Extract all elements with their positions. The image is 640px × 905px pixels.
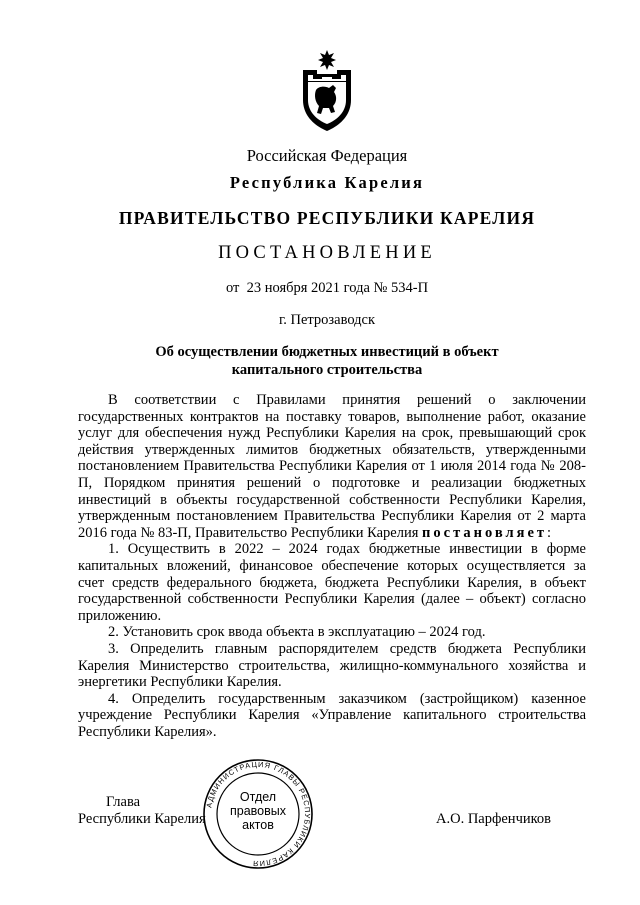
document-subject	[0, 343, 640, 379]
country-name: Российская Федерация	[246, 146, 408, 165]
signatory-title-line-1: Глава	[106, 794, 141, 810]
item-3: 3. Определить главным распорядителем средств бюджета Республики Карелия Министерство строительства, жилищно-коммунального хозяйства и энергетики Республики Карелия.	[78, 640, 586, 691]
subject-line-1: Об осуществлении бюджетных инвестиций в объект	[155, 344, 499, 360]
document-body	[78, 392, 586, 740]
preamble-paragraph	[78, 392, 586, 541]
date-line: от 23 ноября 2021 года № 534-П	[225, 280, 429, 296]
stamp-line-2: правовых	[230, 804, 286, 818]
stamp-line-3: актов	[242, 818, 274, 832]
signatory-name: А.О. Парфенчиков	[436, 811, 552, 827]
republic-name: Республика Карелия	[229, 173, 425, 192]
item-2: 2. Установить срок ввода объекта в эксплуатацию – 2024 год.	[108, 624, 486, 641]
document-type: ПОСТАНОВЛЕНИЕ	[218, 243, 436, 263]
signatory-title	[78, 794, 206, 828]
government-title: ПРАВИТЕЛЬСТВО РЕСПУБЛИКИ КАРЕЛИЯ	[118, 208, 536, 228]
stamp-line-1: Отдел	[239, 790, 277, 804]
coat-of-arms-icon	[299, 50, 355, 132]
item-1: 1. Осуществить в 2022 – 2024 годах бюджетные инвестиции в форме капитальных вложений, финансовое обеспечение которых осуществляется за счет средств федерального бюджета, бюджета Республики Карелия, в объект государственной собственности Республики Карелия (далее – объект) согласно приложению.	[78, 541, 586, 624]
item-4: 4. Определить государственным заказчиком (застройщиком) казенное учреждение Республики Карелия «Управление капитального строительства Республики Карелия».	[78, 690, 586, 740]
resolves-colon: :	[547, 524, 552, 541]
preamble-text: В соответствии с Правилами принятия решений о заключении государственных контрактов на поставку товаров, выполнение работ, оказание услуг для обеспечения нужд Республики Карелия на срок, превышающий срок действия утвержденных лимитов бюджетных обязательств, утвержденными постановлением Правительства Республики Карелия от 1 июля 2014 года № 208-П, Порядком принятия решений о подготовке и реализации бюджетных инвестиций в объекты государственной собственности Республики Карелия, утвержденным постановлением Правительства Республики Карелия от 2 марта 2016 года № 83-П, Правительство Республики Карелия	[78, 392, 586, 541]
subject-line-2: капитального строительства	[231, 362, 423, 378]
resolves-word: постановляет	[422, 524, 548, 541]
signatory-title-line-2: Республики Карелия	[78, 811, 206, 827]
stamp-ring-text: АДМИНИСТРАЦИЯ ГЛАВЫ РЕСПУБЛИКИ КАРЕЛИЯ	[204, 759, 313, 869]
city: г. Петрозаводск	[278, 312, 376, 328]
